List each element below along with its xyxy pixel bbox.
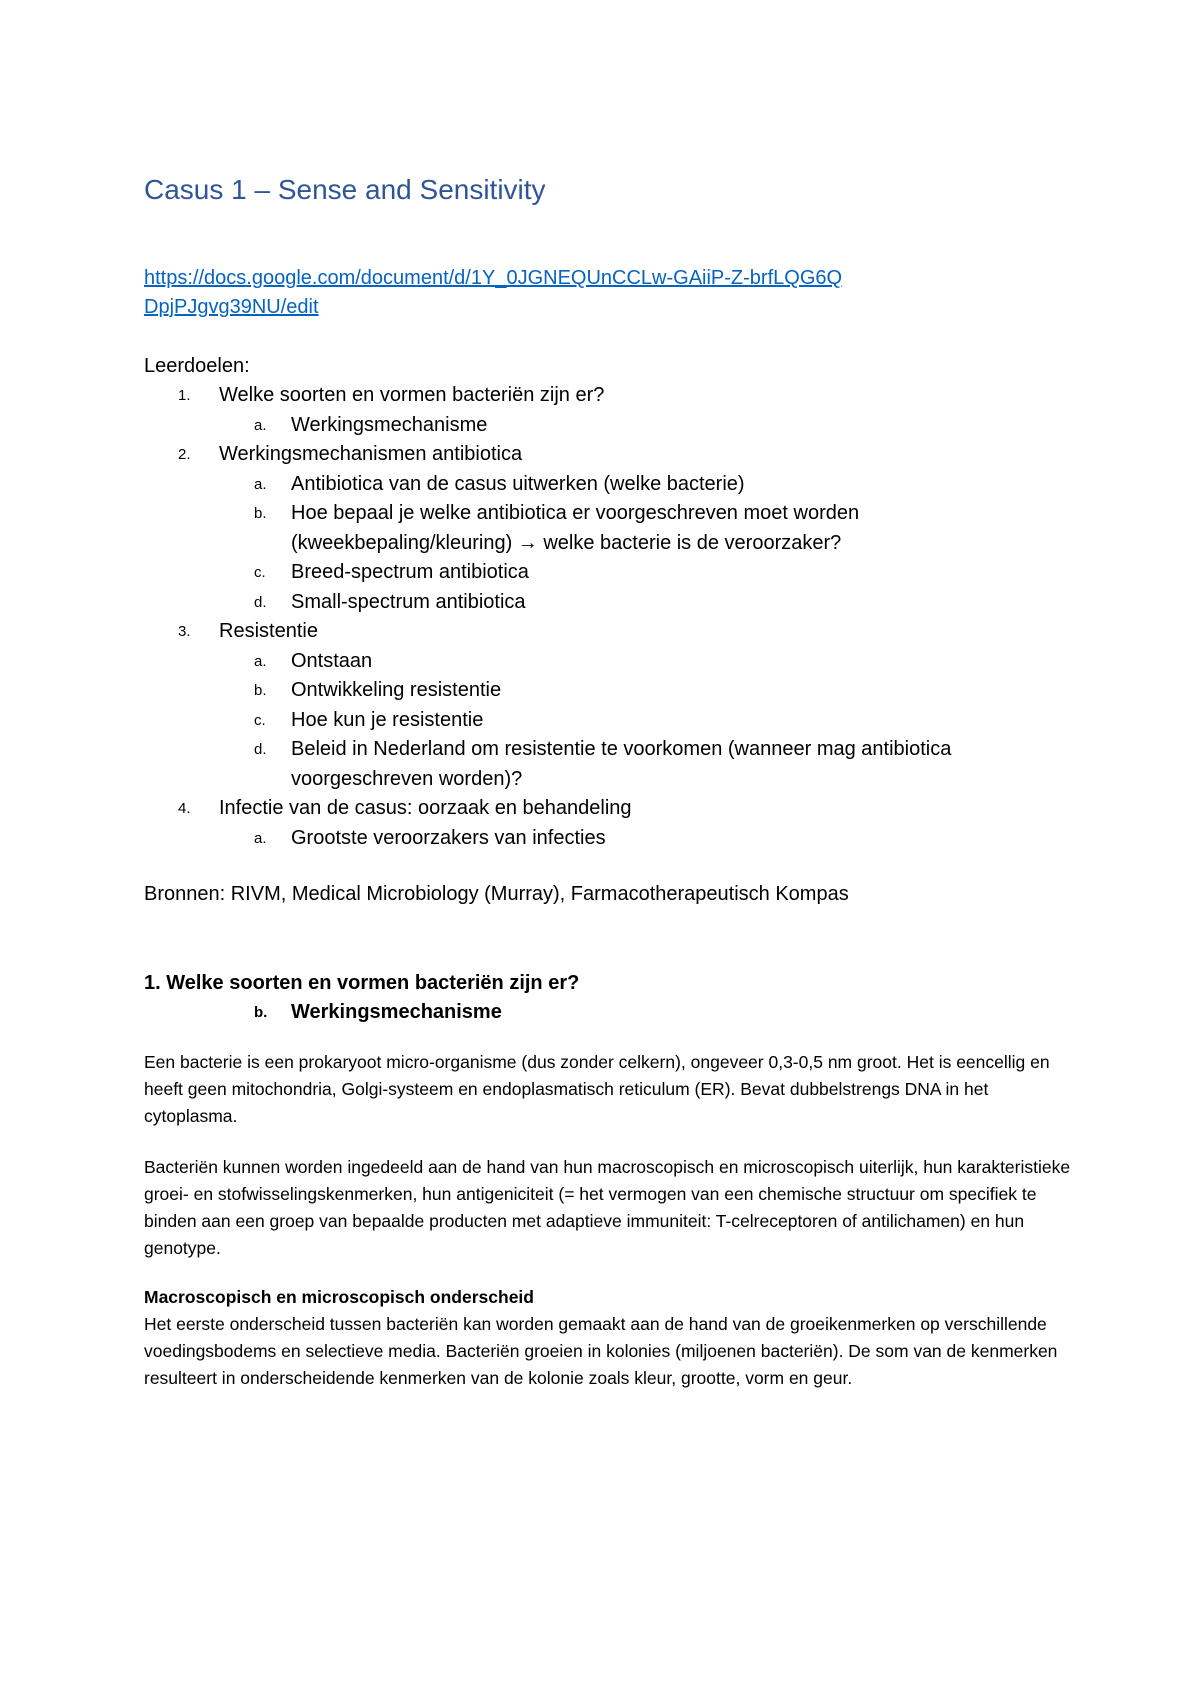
list-letter: d. [254,741,267,758]
leerdoel-subitem [144,499,1074,558]
leerdoel-subitem [144,824,1074,854]
leerdoel-subitem [144,647,1074,677]
list-subitem-text: Beleid in Nederland om resistentie te voorkomen (wanneer mag antibiotica voorgeschreven worden)? [291,738,952,790]
document-content [144,170,1074,1392]
leerdoel-item [144,440,1074,470]
list-letter: a. [254,829,267,847]
list-item-text: Infectie van de casus: oorzaak en behandeling [219,797,632,819]
leerdoelen-heading: Leerdoelen: [144,355,250,377]
google-docs-link[interactable]: https://docs.google.com/document/d/1Y_0JGNEQUnCCLw-GAiiP-Z-brfLQG6QDpjPJgvg39NU/edit [144,267,843,318]
leerdoel-item [144,617,1074,647]
list-item-text: Werkingsmechanismen antibiotica [219,443,523,465]
list-subitem-text: Hoe kun je resistentie [291,708,484,731]
list-letter: b. [254,505,267,522]
section-subheading [144,998,1074,1027]
section-subheading-text: Werkingsmechanisme [291,1001,502,1023]
list-number: 2. [178,446,191,463]
list-number: 1. [178,387,191,404]
paragraph: Bacteriën kunnen worden ingedeeld aan de hand van hun macroscopisch en microscopisch uiterlijk, hun karakteristieke groei- en stofwisselingskenmerken, hun antigeniciteit (= het vermogen van een chemische structuur om specifiek te binden aan een groep van bepaalde producten met adaptieve immuniteit: T-celreceptoren of antilichamen) en hun genotype. [144,1157,1071,1258]
list-subitem-text: Grootste veroorzakers van infecties [291,826,606,849]
list-subitem-text: Small-spectrum antibiotica [291,590,526,613]
leerdoel-subitem [144,588,1074,618]
list-subitem-text: Ontwikkeling resistentie [291,679,502,701]
leerdoel-subitem [144,470,1074,500]
list-subitem-text: Breed-spectrum antibiotica [291,561,529,583]
leerdoel-subitem [144,676,1074,706]
list-letter: b. [254,682,267,699]
list-letter: b. [254,1004,268,1021]
list-item-text: Welke soorten en vormen bacteriën zijn er? [219,384,605,406]
paragraph: Het eerste onderscheid tussen bacteriën kan worden gemaakt aan de hand van de groeikenmerken op verschillende voedingsbodems en selectieve media. Bacteriën groeien in kolonies (miljoenen bacteriën). De som van de kenmerken resulteert in onderscheidende kenmerken van de kolonie zoals kleur, grootte, vorm en geur. [144,1314,1058,1388]
leerdoel-subitem [144,706,1074,736]
document-title: Casus 1 – Sense and Sensitivity [144,174,546,205]
leerdoel-subitem [144,735,1074,794]
paragraph: Een bacterie is een prokaryoot micro-organisme (dus zonder celkern), ongeveer 0,3-0,5 nm groot. Het is eencellig en heeft geen mitochondria, Golgi-systeem en endoplasmatisch reticulum (ER). Bevat dubbelstrengs DNA in het cytoplasma. [144,1052,1050,1126]
leerdoel-subitem [144,558,1074,588]
sources-line: Bronnen: RIVM, Medical Microbiology (Murray), Farmacotherapeutisch Kompas [144,883,849,905]
section-heading: 1. Welke soorten en vormen bacteriën zijn er? [144,972,580,994]
list-subitem-text: Werkingsmechanisme [291,413,488,436]
list-letter: a. [254,416,267,434]
list-number: 3. [178,623,191,640]
list-subitem-text: Ontstaan [291,649,373,672]
list-number: 4. [178,800,191,817]
list-letter: c. [254,564,266,581]
leerdoel-item [144,794,1074,824]
list-letter: a. [254,475,267,493]
list-item-text: Resistentie [219,620,318,642]
leerdoelen-list [144,381,1074,853]
leerdoel-subitem [144,411,1074,441]
paragraph-heading: Macroscopisch en microscopisch onderscheid [144,1287,534,1307]
list-letter: d. [254,593,267,611]
leerdoel-item [144,381,1074,411]
list-subitem-text: Hoe bepaal je welke antibiotica er voorgeschreven moet worden (kweekbepaling/kleuring) → welke bacterie is de veroorzaker? [291,502,860,554]
list-subitem-text: Antibiotica van de casus uitwerken (welke bacterie) [291,472,745,495]
list-letter: a. [254,652,267,670]
list-letter: c. [254,711,266,729]
